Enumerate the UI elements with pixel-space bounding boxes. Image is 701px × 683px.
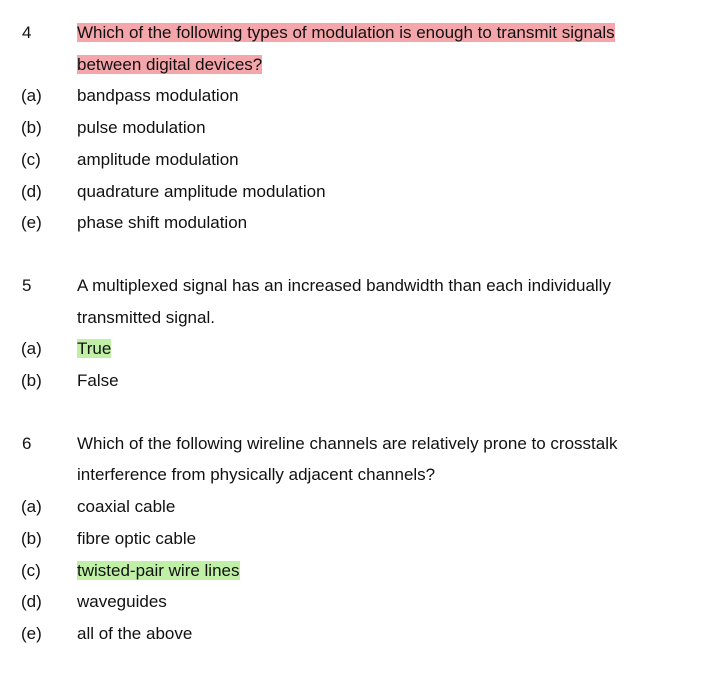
question-text: Which of the following wireline channels are relatively prone to crosstalk interference from physically adjacent channels? xyxy=(77,433,618,485)
option-marker: (c) xyxy=(21,149,41,169)
highlighted-question-text: Which of the following types of modulation is enough to transmit signals between digital devices? xyxy=(77,23,615,74)
question-stem xyxy=(0,428,701,491)
question-number: 5 xyxy=(22,275,32,295)
option-text: phase shift modulation xyxy=(77,213,248,233)
option-marker: (c) xyxy=(21,560,41,580)
option-row xyxy=(0,586,701,618)
option-text xyxy=(77,555,677,587)
option-marker: (d) xyxy=(21,181,42,201)
option-row xyxy=(0,80,701,112)
quiz-document xyxy=(0,17,701,681)
question-6 xyxy=(0,428,701,650)
option-marker: (a) xyxy=(21,86,42,106)
option-row xyxy=(0,176,701,208)
option-row xyxy=(0,112,701,144)
option-row xyxy=(0,523,701,555)
question-stem xyxy=(0,270,701,333)
option-row xyxy=(0,207,701,239)
question-4 xyxy=(0,17,701,239)
highlighted-correct-answer: True xyxy=(77,339,112,359)
option-row xyxy=(0,618,701,650)
option-text: False xyxy=(77,371,119,391)
option-marker: (b) xyxy=(21,528,42,548)
option-row xyxy=(0,365,701,397)
option-text: coaxial cable xyxy=(77,497,176,517)
question-text: A multiplexed signal has an increased bandwidth than each individually transmitted signal. xyxy=(77,275,611,327)
option-row xyxy=(0,491,701,523)
question-5 xyxy=(0,270,701,397)
option-text: all of the above xyxy=(77,623,193,643)
option-text: waveguides xyxy=(77,592,167,612)
option-marker: (a) xyxy=(21,339,42,359)
question-text xyxy=(77,17,677,80)
option-text: fibre optic cable xyxy=(77,528,197,548)
option-marker: (a) xyxy=(21,497,42,517)
option-row xyxy=(0,144,701,176)
question-number: 4 xyxy=(22,23,32,42)
question-stem xyxy=(0,17,701,80)
option-text: bandpass modulation xyxy=(77,86,239,106)
option-marker: (d) xyxy=(21,592,42,612)
option-marker: (b) xyxy=(21,371,42,391)
option-text: pulse modulation xyxy=(77,118,206,138)
option-marker: (e) xyxy=(21,623,42,643)
option-text: amplitude modulation xyxy=(77,149,239,169)
option-text xyxy=(77,333,677,365)
option-marker: (e) xyxy=(21,213,42,233)
option-marker: (b) xyxy=(21,118,42,138)
option-text: quadrature amplitude modulation xyxy=(77,181,326,201)
option-row xyxy=(0,555,701,587)
option-row xyxy=(0,333,701,365)
question-number: 6 xyxy=(22,433,32,453)
highlighted-correct-answer: twisted-pair wire lines xyxy=(77,560,240,580)
